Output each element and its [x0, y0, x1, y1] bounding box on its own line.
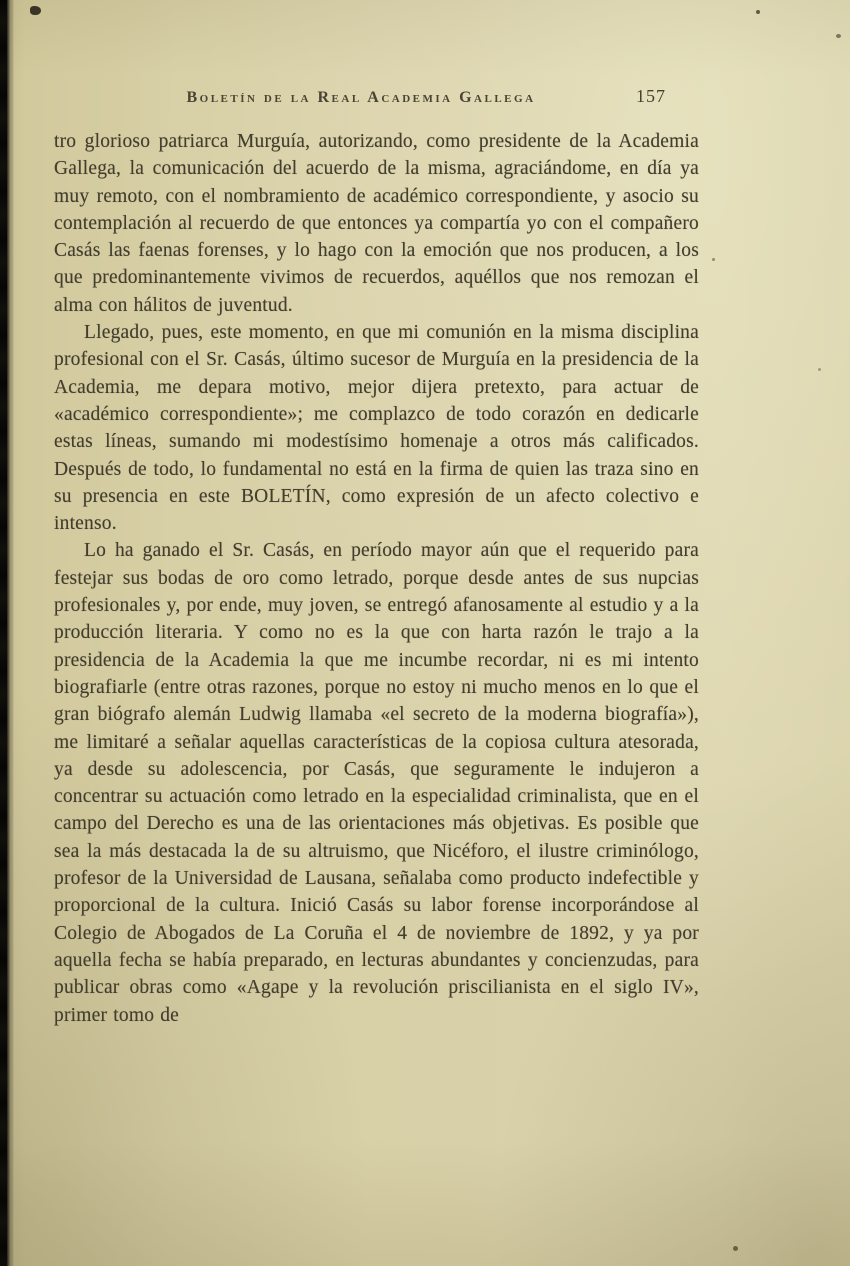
journal-title: Boletín de la Real Academia Gallega [186, 89, 536, 106]
ink-speck [836, 34, 841, 38]
ink-speck [712, 258, 715, 261]
ink-speck [756, 10, 760, 14]
page-number: 157 [636, 86, 666, 106]
page-header [56, 86, 696, 107]
ink-speck [733, 1246, 738, 1251]
book-binding-shadow [0, 0, 14, 1266]
ink-speck [818, 368, 821, 371]
body-text [54, 128, 699, 1029]
book-binding-edge [0, 0, 7, 1266]
paragraph: Lo ha ganado el Sr. Casás, en período mayor aún que el requerido para festejar sus bodas de oro como letrado, porque desde antes de sus nupcias profesionales y, por ende, muy joven, se entregó afanosamente al estudio y a la producción literaria. Y como no es la que con harta razón le trajo a la presidencia de la Academia la que me incumbe recordar, ni es mi intento biografiarle (entre otras razones, porque no estoy ni mucho menos en lo que el gran biógrafo alemán Ludwig llamaba «el secreto de la moderna biografía»), me limitaré a señalar aquellas características de la copiosa cultura atesorada, ya desde su adolescencia, por Casás, que seguramente le indujeron a concentrar su actuación como letrado en la especialidad criminalista, que en el campo del Derecho es una de las orientaciones más objetivas. Es posible que sea la más destacada la de su altruismo, que Nicéforo, el ilustre criminólogo, profesor de la Universidad de Lausana, señalaba como producto indefectible y proporcional de la cultura. Inició Casás su labor forense incorporándose al Colegio de Abogados de La Coruña el 4 de noviembre de 1892, y ya por aquella fecha se había preparado, en lecturas abundantes y concienzudas, para publicar obras como «Agape y la revolución priscilianista en el siglo IV», primer tomo de [54, 540, 699, 1026]
paragraph: Llegado, pues, este momento, en que mi comunión en la misma disciplina profesional con el Sr. Casás, último sucesor de Murguía en la presidencia de la Academia, me depara motivo, mejor dijera pretexto, para actuar de «académico correspondiente»; me complazco de todo corazón en dedicarle estas líneas, sumando mi modestísimo homenaje a otros más calificados. Después de todo, lo fundamental no está en la firma de quien las traza sino en su presencia en este BOLETÍN, como expresión de un afecto colectivo e intenso. [54, 322, 699, 535]
ink-speck [30, 6, 41, 15]
paragraph-continuation: tro glorioso patriarca Murguía, autorizando, como presidente de la Academia Gallega, la comunicación del acuerdo de la misma, agraciándome, en día ya muy remoto, con el nombramiento de académico correspondiente, y asocio su contemplación al recuerdo de que entonces ya compartía yo con el compañero Casás las faenas forenses, y lo hago con la emoción que nos producen, a los que predominantemente vivimos de recuerdos, aquéllos que nos remozan el alma con hálitos de juventud. [54, 131, 699, 316]
